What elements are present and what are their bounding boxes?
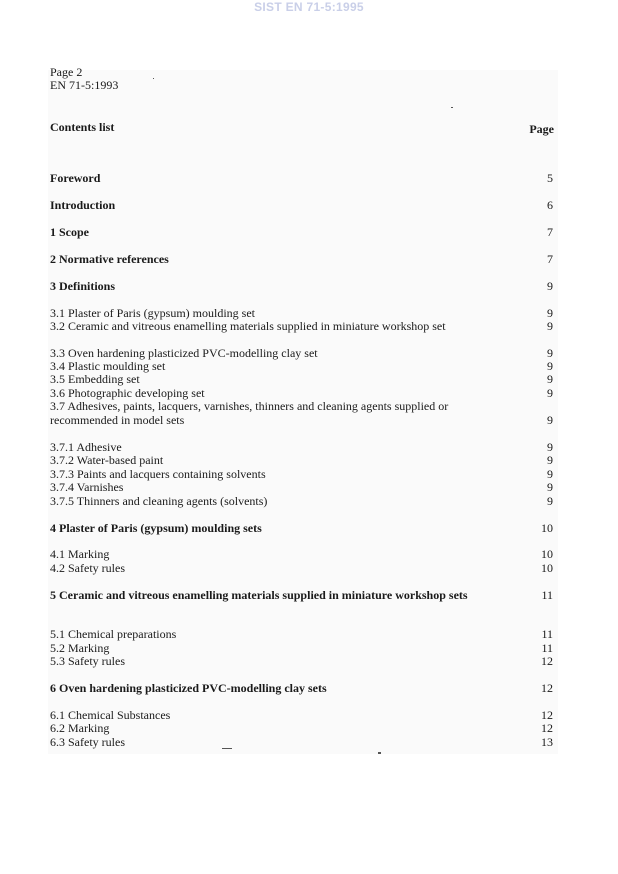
toc-entry-plaster-sets	[50, 522, 553, 536]
toc-entry	[50, 642, 553, 656]
toc-entry-title: 3.2 Ceramic and vitreous enamelling materials supplied in miniature workshop set	[50, 319, 446, 333]
toc-entry-page: 9	[547, 453, 553, 467]
toc-entry-title: 4.2 Safety rules	[50, 561, 125, 575]
toc-entry-page: 11	[541, 641, 553, 655]
toc-entry-pvc-clay-sets	[50, 682, 553, 696]
toc-entry-page: 9	[547, 440, 553, 454]
toc-entry-page: 5	[547, 171, 553, 185]
toc-entry-page: 13	[541, 735, 553, 749]
toc-entry-title: 3.4 Plastic moulding set	[50, 359, 166, 373]
toc-entry-title: 5 Ceramic and vitreous enamelling materials supplied in miniature workshop sets	[50, 588, 468, 602]
toc-entry	[50, 373, 553, 387]
toc-entry-page: 9	[547, 480, 553, 494]
toc-entry-title: 6.3 Safety rules	[50, 735, 125, 749]
toc-entry-title: 1 Scope	[50, 225, 89, 239]
toc-entry-title: 4 Plaster of Paris (gypsum) moulding sets	[50, 521, 262, 535]
page-number: Page 2	[50, 65, 83, 79]
toc-entry-title: 5.2 Marking	[50, 641, 110, 655]
toc-entry-foreword	[50, 172, 553, 186]
scan-speck	[451, 107, 453, 108]
toc-entry	[50, 548, 553, 562]
toc-entry-title: Foreword	[50, 171, 101, 185]
toc-entry-normative-references	[50, 253, 553, 267]
toc-entry-page: 9	[547, 372, 553, 386]
contents-title: Contents list	[50, 120, 115, 134]
toc-entry-page: 11	[541, 588, 553, 602]
toc-entry-title: 3.7.1 Adhesive	[50, 440, 122, 454]
toc-entry-title: 3.7.2 Water-based paint	[50, 453, 164, 467]
toc-entry-page: 7	[547, 225, 553, 239]
toc-entry-title: 5.3 Safety rules	[50, 654, 125, 668]
toc-entry-page: 9	[547, 412, 553, 427]
toc-entry	[50, 320, 553, 334]
toc-entry-title: 4.1 Marking	[50, 547, 110, 561]
toc-entry-page: 7	[547, 252, 553, 266]
toc-entry-page: 12	[541, 708, 553, 722]
toc-entry-page: 10	[541, 561, 553, 575]
toc-entry-title: 3 Definitions	[50, 279, 116, 293]
toc-entry-ceramic-sets	[50, 589, 553, 603]
toc-entry	[50, 562, 553, 576]
toc-entry-page: 9	[547, 279, 553, 293]
toc-entry-page: 9	[547, 494, 553, 508]
toc-entry	[50, 655, 553, 669]
toc-entry-introduction	[50, 199, 553, 213]
toc-entry-title: 3.7.3 Paints and lacquers containing solvents	[50, 467, 266, 481]
scan-speck	[378, 752, 381, 754]
toc-entry-page: 9	[547, 319, 553, 333]
toc-entry-title: 3.6 Photographic developing set	[50, 386, 205, 400]
toc-entry	[50, 481, 553, 495]
toc-entry	[50, 722, 553, 736]
toc-entry	[50, 454, 553, 468]
scan-speck	[153, 78, 154, 79]
toc-entry-title: 3.7 Adhesives, paints, lacquers, varnishes, thinners and cleaning agents supplied or recommended in model sets	[50, 399, 449, 427]
page-column-label: Page	[529, 122, 554, 136]
toc-entry-page: 9	[547, 359, 553, 373]
toc-entry-page: 12	[541, 681, 553, 695]
scan-speck	[222, 748, 232, 749]
toc-entry	[50, 628, 553, 642]
toc-entry-page: 10	[541, 547, 553, 561]
toc-entry	[50, 495, 553, 509]
toc-entry-page: 12	[541, 721, 553, 735]
toc-entry-definitions	[50, 280, 553, 294]
toc-entry-page: 11	[541, 627, 553, 641]
watermark: SIST EN 71-5:1995	[254, 0, 364, 14]
toc-entry-title: 3.1 Plaster of Paris (gypsum) moulding set	[50, 306, 255, 320]
toc-entry-title: Introduction	[50, 198, 116, 212]
toc-entry-title: 3.7.4 Varnishes	[50, 480, 124, 494]
toc-entry-title: 6 Oven hardening plasticized PVC-modelling clay sets	[50, 681, 327, 695]
toc-entry-page: 6	[547, 198, 553, 212]
toc-entry	[50, 400, 553, 427]
toc-entry-page: 9	[547, 386, 553, 400]
toc-entry-page: 9	[547, 346, 553, 360]
toc-entry-title: 2 Normative references	[50, 252, 169, 266]
toc-entry-title: 3.7.5 Thinners and cleaning agents (solvents)	[50, 494, 268, 508]
toc-entry-page: 9	[547, 467, 553, 481]
toc-entry	[50, 468, 553, 482]
toc-entry-title: 3.3 Oven hardening plasticized PVC-modelling clay set	[50, 346, 318, 360]
contents-header	[50, 120, 554, 135]
toc-entry	[50, 709, 553, 723]
toc-entry-page: 12	[541, 654, 553, 668]
toc-entry-page: 9	[547, 306, 553, 320]
toc-entry-scope	[50, 226, 553, 240]
toc-entry-title: 3.5 Embedding set	[50, 372, 140, 386]
toc-entry-title: 6.1 Chemical Substances	[50, 708, 171, 722]
toc-entry-title: 6.2 Marking	[50, 721, 110, 735]
toc-entry	[50, 736, 553, 750]
standard-reference: EN 71-5:1993	[50, 78, 119, 92]
toc-entry-title: 5.1 Chemical preparations	[50, 627, 177, 641]
toc-entry-page: 10	[541, 521, 553, 535]
